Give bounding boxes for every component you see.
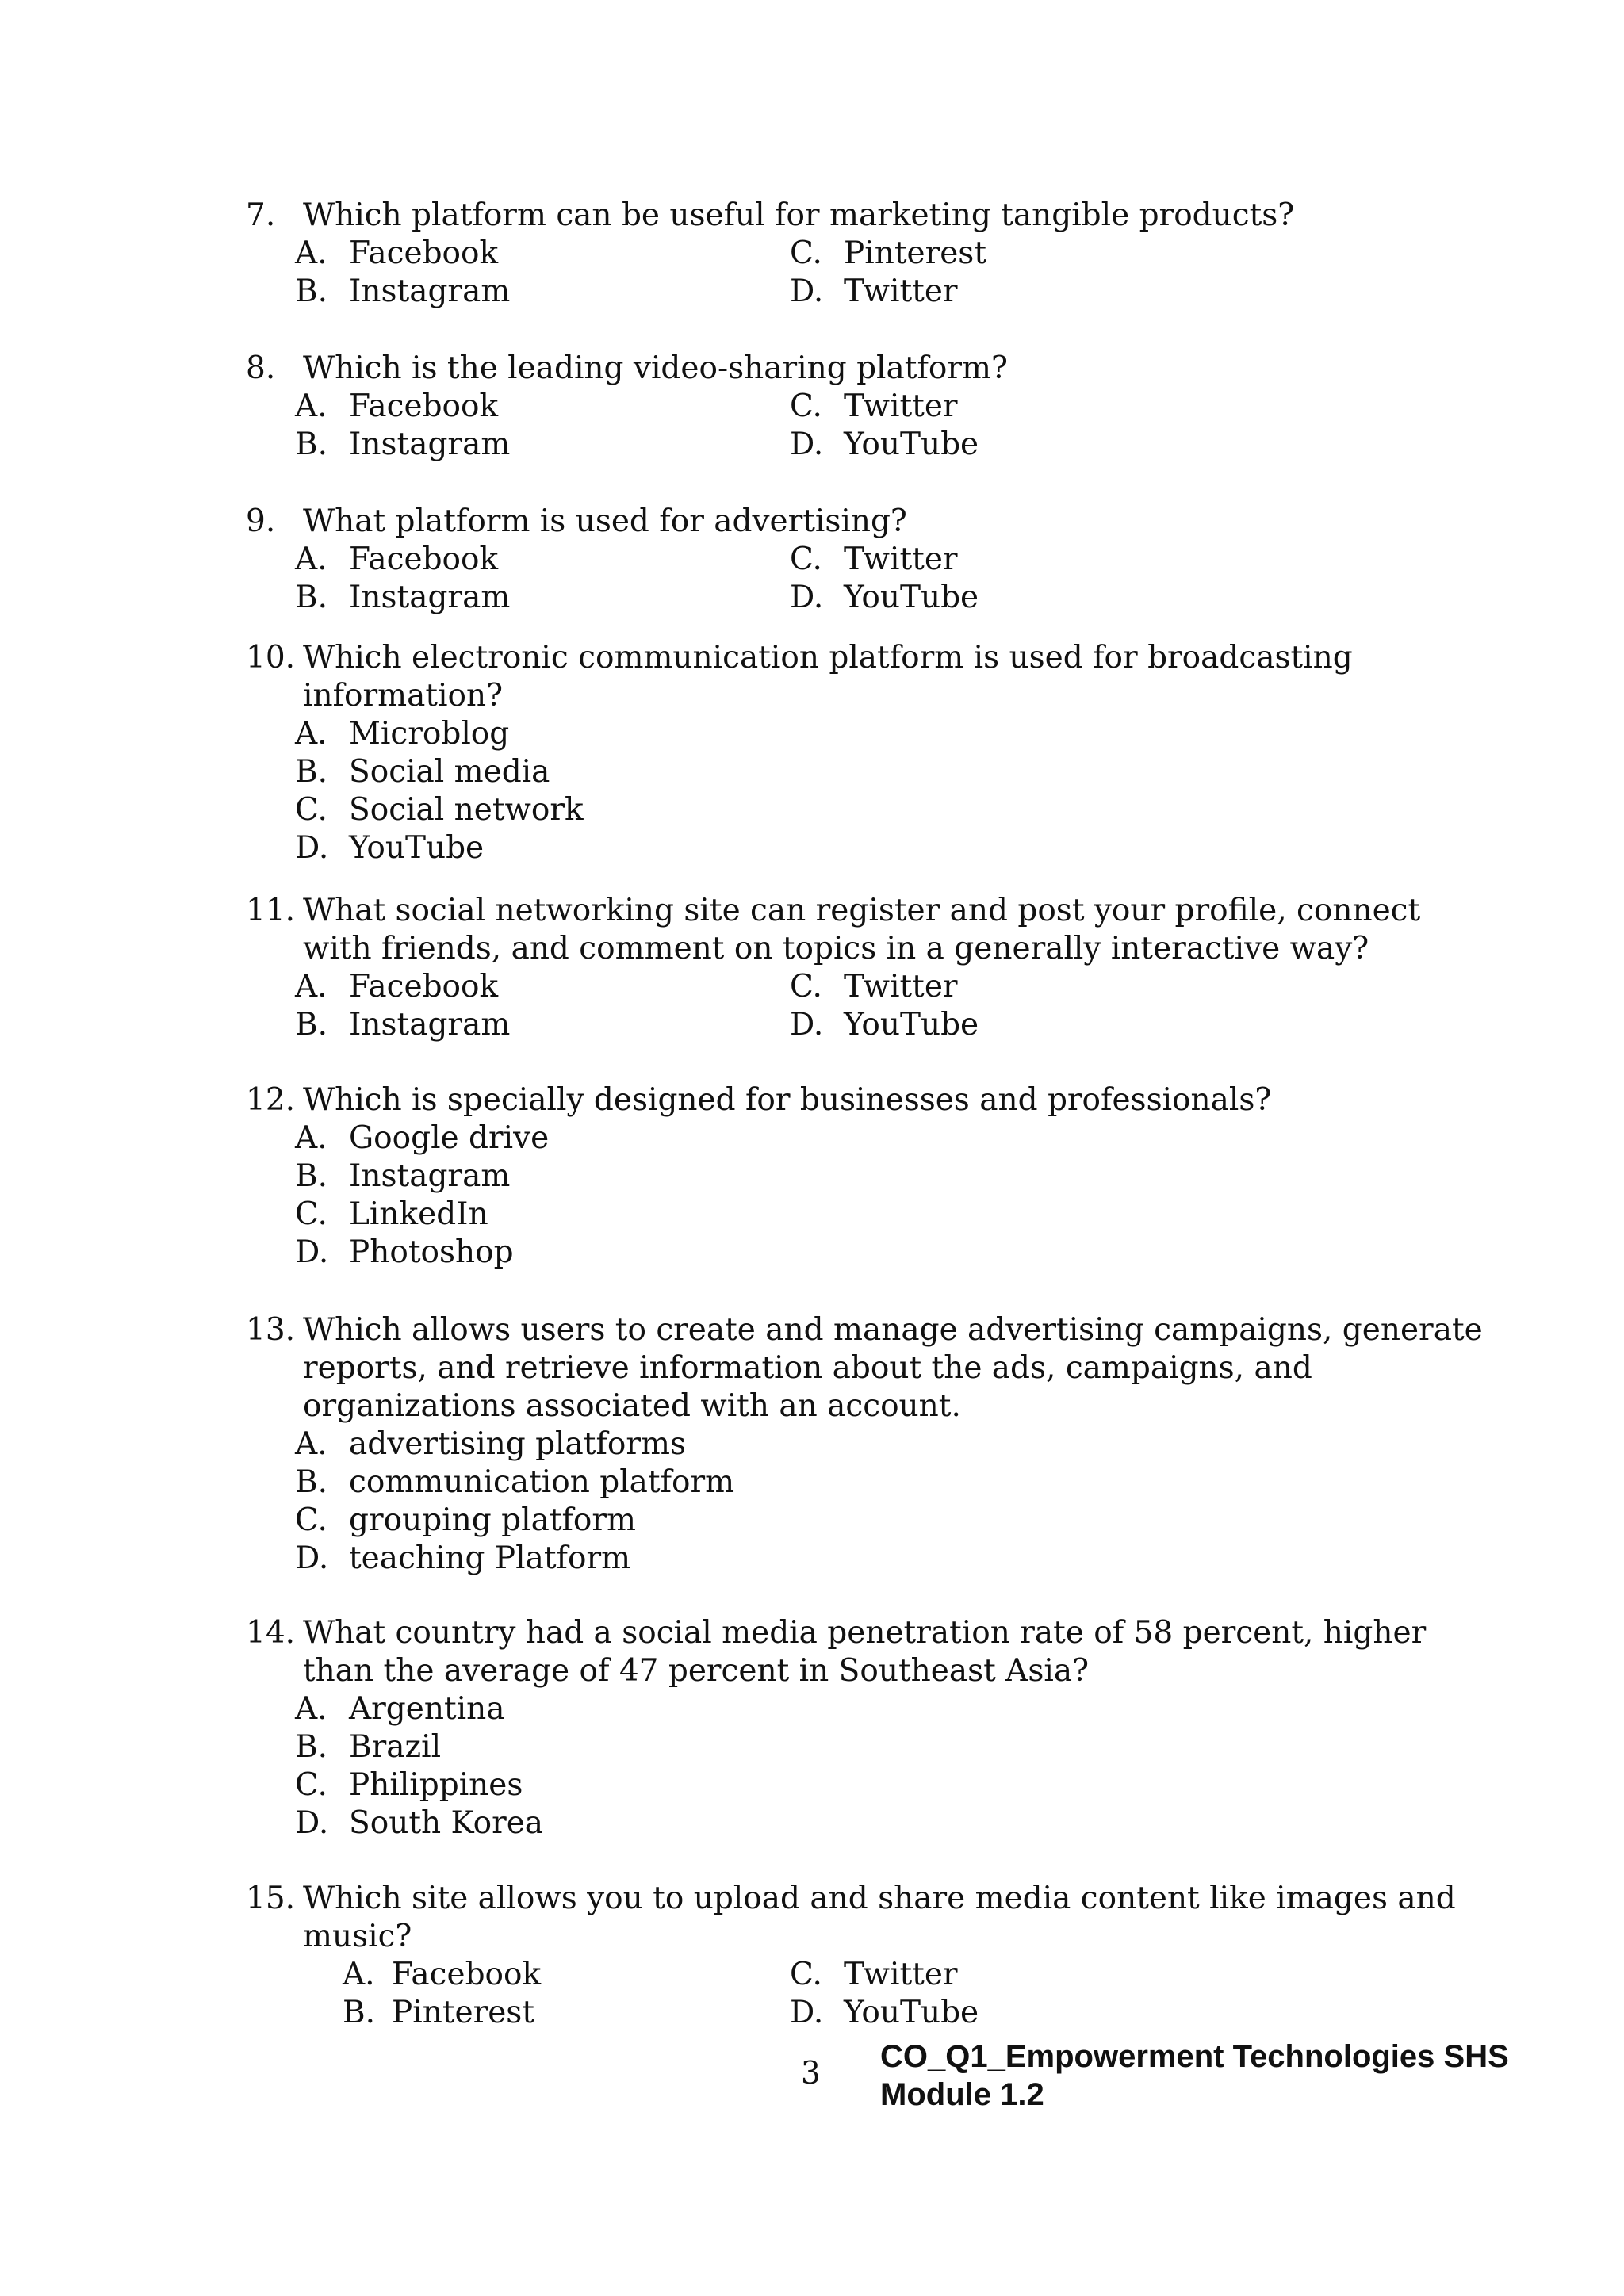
option-b: B. Instagram bbox=[295, 427, 511, 462]
option-c: C. Social network bbox=[295, 792, 584, 828]
question-number: 15. bbox=[246, 1881, 296, 1916]
question-number: 14. bbox=[246, 1615, 296, 1651]
module-title bbox=[880, 2038, 1594, 2114]
question-text: Which allows users to create and manage advertising campaigns, generate reports, and retrieve information about the ads, campaigns, and organizations associated with an account. bbox=[303, 1312, 1483, 1424]
question-number: 12. bbox=[246, 1082, 296, 1118]
question-number: 8. bbox=[246, 350, 276, 386]
question-text: Which platform can be useful for marketing tangible products? bbox=[303, 197, 1295, 233]
option-c: C. Philippines bbox=[295, 1767, 523, 1803]
module-title-line-2: Module 1.2 bbox=[880, 2077, 1044, 2112]
option-a: A. Facebook bbox=[295, 969, 499, 1004]
question-15 bbox=[246, 1880, 1483, 2032]
question-10 bbox=[246, 639, 1483, 867]
option-c: C. Twitter bbox=[790, 388, 958, 424]
option-c: C. grouping platform bbox=[295, 1502, 637, 1538]
option-c: C. LinkedIn bbox=[295, 1196, 488, 1232]
option-d: D. Photoshop bbox=[295, 1234, 514, 1270]
option-a: A. Microblog bbox=[295, 716, 510, 752]
option-b: B. Pinterest bbox=[343, 1995, 534, 2030]
option-d: D. Twitter bbox=[790, 274, 958, 309]
option-b: B. Instagram bbox=[295, 274, 511, 309]
question-13 bbox=[246, 1311, 1483, 1578]
question-text: Which electronic communication platform is used for broadcasting information? bbox=[303, 640, 1353, 714]
option-d: D. South Korea bbox=[295, 1805, 544, 1841]
option-c: C. Twitter bbox=[790, 541, 958, 577]
option-a: A. Facebook bbox=[343, 1957, 542, 1992]
option-a: A. advertising platforms bbox=[295, 1426, 687, 1462]
question-number: 9. bbox=[246, 503, 276, 539]
question-number: 10. bbox=[246, 640, 296, 675]
option-a: A. Facebook bbox=[295, 388, 499, 424]
question-11 bbox=[246, 892, 1483, 1044]
option-d: D. YouTube bbox=[790, 1995, 979, 2030]
question-text: Which is specially designed for businesses and professionals? bbox=[303, 1082, 1272, 1118]
question-12 bbox=[246, 1081, 1483, 1272]
option-c: C. Pinterest bbox=[790, 235, 986, 271]
option-a: A. Facebook bbox=[295, 541, 499, 577]
module-title-line-1: CO_Q1_Empowerment Technologies SHS bbox=[880, 2039, 1509, 2074]
question-number: 7. bbox=[246, 197, 276, 233]
option-a: A. Argentina bbox=[295, 1691, 505, 1727]
question-text: Which site allows you to upload and share media content like images and music? bbox=[303, 1881, 1456, 1954]
question-14 bbox=[246, 1614, 1483, 1843]
question-text: What platform is used for advertising? bbox=[303, 503, 907, 539]
question-text: Which is the leading video-sharing platform? bbox=[303, 350, 1008, 386]
option-b: B. Social media bbox=[295, 754, 550, 790]
option-d: D. YouTube bbox=[295, 830, 485, 866]
page-number: 3 bbox=[801, 2056, 821, 2091]
option-d: D. teaching Platform bbox=[295, 1540, 631, 1576]
option-b: B. Instagram bbox=[295, 1007, 511, 1043]
option-c: C. Twitter bbox=[790, 1957, 958, 1992]
option-a: A. Facebook bbox=[295, 235, 499, 271]
option-d: D. YouTube bbox=[790, 580, 979, 615]
option-b: B. Instagram bbox=[295, 580, 511, 615]
question-8 bbox=[246, 350, 1483, 464]
question-7 bbox=[246, 197, 1483, 311]
question-9 bbox=[246, 503, 1483, 617]
option-d: D. YouTube bbox=[790, 427, 979, 462]
option-d: D. YouTube bbox=[790, 1007, 979, 1043]
option-b: B. Instagram bbox=[295, 1158, 511, 1194]
question-text: What country had a social media penetration rate of 58 percent, higher than the average of 47 percent in Southeast Asia? bbox=[303, 1615, 1427, 1689]
option-b: B. communication platform bbox=[295, 1464, 735, 1500]
option-c: C. Twitter bbox=[790, 969, 958, 1004]
question-number: 13. bbox=[246, 1312, 296, 1348]
option-b: B. Brazil bbox=[295, 1729, 442, 1765]
question-text: What social networking site can register and post your profile, connect with friends, and comment on topics in a generally interactive way? bbox=[303, 893, 1421, 966]
option-a: A. Google drive bbox=[295, 1120, 550, 1156]
question-number: 11. bbox=[246, 893, 296, 928]
